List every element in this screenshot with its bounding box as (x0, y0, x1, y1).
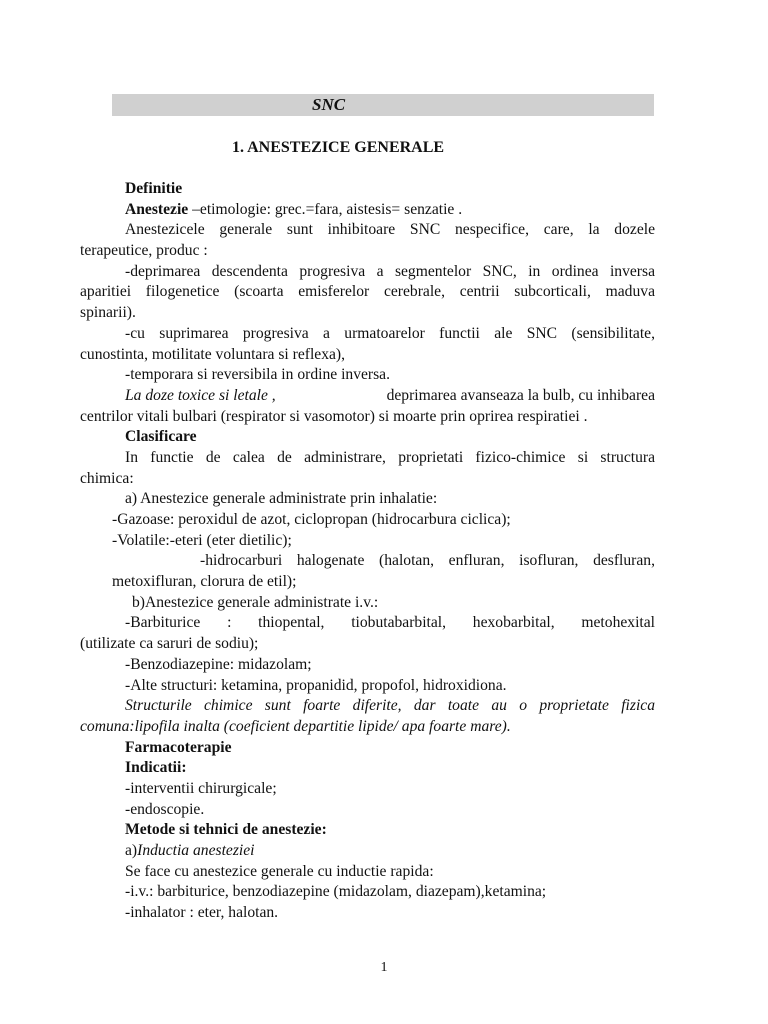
list-item: -hidrocarburi halogenate (halotan, enfluran, isofluran, desfluran, (200, 552, 655, 570)
toxic-doses-text: La doze toxice si letale , (125, 386, 276, 404)
paragraph-line (80, 200, 655, 221)
term-anestezie: Anestezie (125, 200, 189, 218)
list-item: -i.v.: barbiturice, benzodiazepine (midazolam, diazepam),ketamina; (125, 883, 547, 901)
list-item: -Alte structuri: ketamina, propanidid, propofol, hidroxidiona. (125, 676, 507, 694)
list-item: -Benzodiazepine: midazolam; (125, 655, 312, 673)
paragraph-line: aparitiei filogenetice (scoarta emisferelor cerebrale, centrii subcorticali, maduva (80, 283, 655, 301)
list-item: -inhalator : eter, halotan. (125, 904, 279, 922)
list-marker: a) (125, 842, 138, 859)
subheading-metode: Metode si tehnici de anestezie: (125, 821, 327, 839)
italic-note-line: Structurile chimice sunt foarte diferite, dar toate au o proprietate fizica (125, 697, 655, 715)
paragraph-line: cunostinta, motilitate voluntara si reflexa), (80, 345, 346, 363)
paragraph-line: In functie de calea de administrare, proprietati fizico-chimice si structura (125, 448, 655, 466)
subheading-indicatii: Indicatii: (125, 759, 187, 777)
list-item: -Gazoase: peroxidul de azot, ciclopropan (hidrocarbura ciclica); (112, 511, 511, 528)
etymology-text: –etimologie: grec.=fara, aistesis= senzatie . (188, 200, 463, 218)
paragraph-line: centrilor vitali bulbari (respirator si vasomotor) si moarte prin oprirea respiratiei . (80, 407, 588, 425)
italic-note-line: comuna:lipofila inalta (coeficient departitie lipide/ apa foarte mare). (80, 717, 511, 735)
list-item: metoxifluran, clorura de etil); (112, 573, 297, 591)
paragraph-line: spinarii). (80, 304, 136, 322)
banner-title: SNC (312, 95, 346, 114)
list-item: a) Anestezice generale administrate prin inhalatie: (125, 490, 438, 508)
paragraph-line (80, 386, 655, 407)
paragraph-text: deprimarea avanseaza la bulb, cu inhibarea (386, 386, 655, 404)
paragraph-line: Se face cu anestezice generale cu inductie rapida: (125, 862, 434, 880)
inductia-label: Inductia anesteziei (137, 842, 255, 859)
chapter-heading: 1. ANESTEZICE GENERALE (232, 139, 445, 156)
subheading-farmacoterapie: Farmacoterapie (125, 738, 232, 756)
page-number: 1 (380, 960, 388, 975)
section-banner (112, 94, 654, 116)
list-item: (utilizate ca saruri de sodiu); (80, 635, 259, 653)
paragraph-line: -temporara si reversibila in ordine inversa. (125, 366, 390, 384)
list-item: -Volatile:-eteri (eter dietilic); (112, 531, 292, 549)
list-item (80, 841, 655, 862)
list-item: -Barbiturice : thiopental, tiobutabarbital, hexobarbital, metohexital (125, 614, 655, 632)
paragraph-line: -cu suprimarea progresiva a urmatoarelor functii ale SNC (sensibilitate, (125, 324, 655, 342)
list-item: -endoscopie. (125, 800, 205, 818)
subheading-definitie: Definitie (125, 180, 183, 197)
document-body (80, 179, 655, 924)
subheading-clasificare: Clasificare (125, 428, 197, 446)
list-item: -interventii chirurgicale; (125, 779, 277, 797)
paragraph-line: Anestezicele generale sunt inhibitoare SNC nespecifice, care, la dozele (125, 221, 655, 239)
paragraph-line: -deprimarea descendenta progresiva a segmentelor SNC, in ordinea inversa (125, 262, 655, 280)
paragraph-line: terapeutice, produc : (80, 242, 208, 260)
paragraph-line: chimica: (80, 469, 134, 487)
list-item: b)Anestezice generale administrate i.v.: (132, 593, 379, 611)
